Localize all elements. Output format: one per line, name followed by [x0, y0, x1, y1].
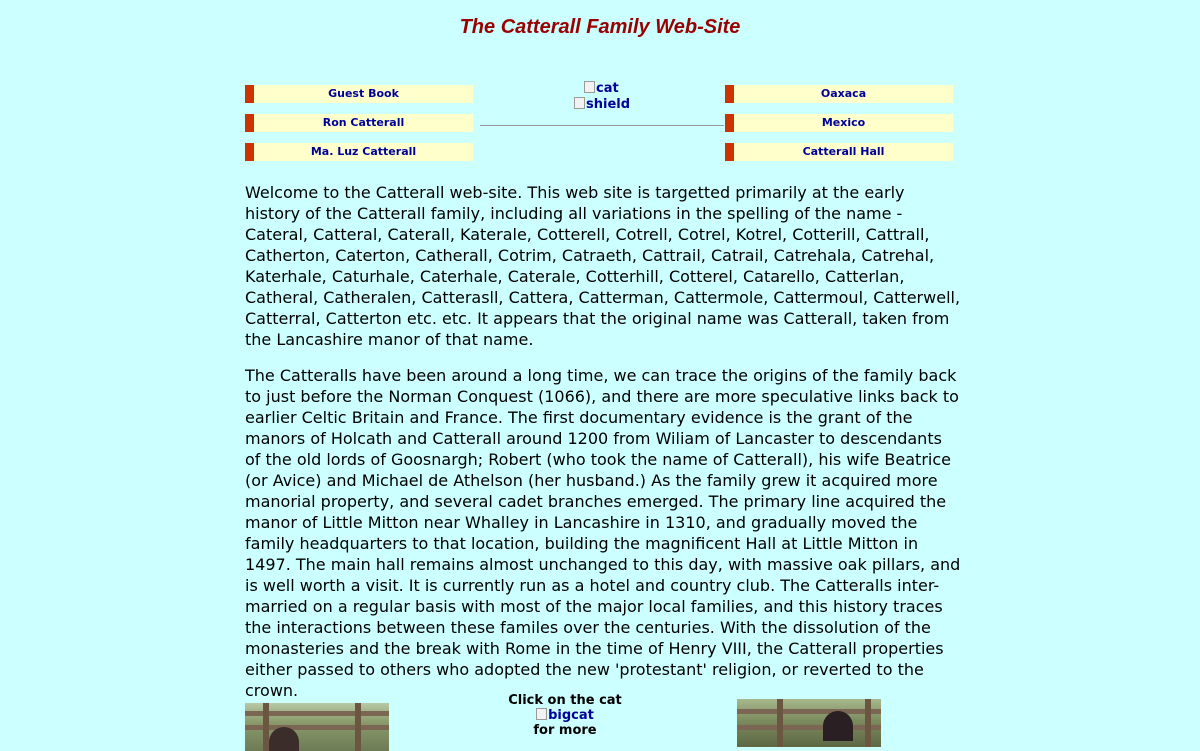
history-paragraph: The Catteralls have been around a long time, we can trace the origins of the family back to just before the Norman Conquest (1066), and there are more speculative links back to earlier Celtic Britain and France. The first documentary evidence is the grant of the manors of Holcath and Catterall around 1200 from Wiliam of Lancaster to descendants of the old lords of Goosnargh; Robert (who took the name of Catterall), his wife Beatrice (or Avice) and Michael de Athelson (her husband.) As the family grew it acquired more manorial property, and several cadet branches emerged. The primary line acquired the manor of Little Mitton near Whalley in Lancashire in 1310, and gradually moved the family headquarters to that location, building the magnificent Hall at Little Mitton in 1497. The main hall remains almost unchanged to this day, with massive oak pillars, and is well worth a visit. It is currently run as a hotel and country club. The Catteralls inter-married on a regular basis with most of the major local families, and this history traces the interactions between these familes over the centuries. With the dissolution of the monasteries and the break with Rome in the time of Henry VIII, the Catterall properties either passed to others who adopted the new 'protestant' religion, or reverted to the crown.	[245, 366, 961, 700]
bigcat-image-alt: bigcat	[548, 708, 594, 723]
click-cat-block	[500, 693, 630, 738]
cat-image-link[interactable]	[584, 81, 619, 96]
nav-oaxaca-button[interactable]: Oaxaca	[725, 85, 953, 103]
broken-image-icon	[574, 97, 585, 109]
broken-image-icon	[584, 81, 595, 93]
broken-image-icon	[536, 708, 547, 720]
nav-guest-book-button[interactable]: Guest Book	[245, 85, 473, 103]
cat-image-alt: cat	[596, 81, 619, 96]
nav-ma-luz-catterall-button[interactable]: Ma. Luz Catterall	[245, 143, 473, 161]
shield-image-alt: shield	[586, 97, 631, 112]
click-cat-text: Click on the cat	[508, 693, 622, 708]
main-content	[245, 182, 961, 716]
nav-mexico-button[interactable]: Mexico	[725, 114, 953, 132]
for-more-text: for more	[533, 723, 597, 738]
bigcat-image-link[interactable]	[500, 708, 630, 723]
welcome-paragraph: Welcome to the Catterall web-site. This web site is targetted primarily at the early history of the Catterall family, including all variations in the spelling of the name - Cateral, Catteral, Caterall, Katerale, Cotterell, Cotrell, Cotrel, Kotrel, Cotterill, Cattrall, Catherton, Caterton, Catherall, Cotrim, Catraeth, Cattrail, Catrail, Catrehala, Catrehal, Katerhale, Caturhale, Caterhale, Caterale, Cotterhill, Cotterel, Catarello, Catterlan, Catheral, Catheralen, Catterasll, Cattera, Catterman, Cattermole, Cattermoul, Catterwell, Catterral, Catterton etc. etc. It appears that the original name was Catterall, taken from the Lancashire manor of that name.	[245, 183, 961, 349]
shield-image	[574, 97, 630, 112]
site-title: The Catterall Family Web-Site	[459, 16, 741, 38]
horizontal-divider	[480, 125, 724, 126]
nav-ron-catterall-button[interactable]: Ron Catterall	[245, 114, 473, 132]
left-photo	[245, 703, 389, 751]
nav-catterall-hall-button[interactable]: Catterall Hall	[725, 143, 953, 161]
